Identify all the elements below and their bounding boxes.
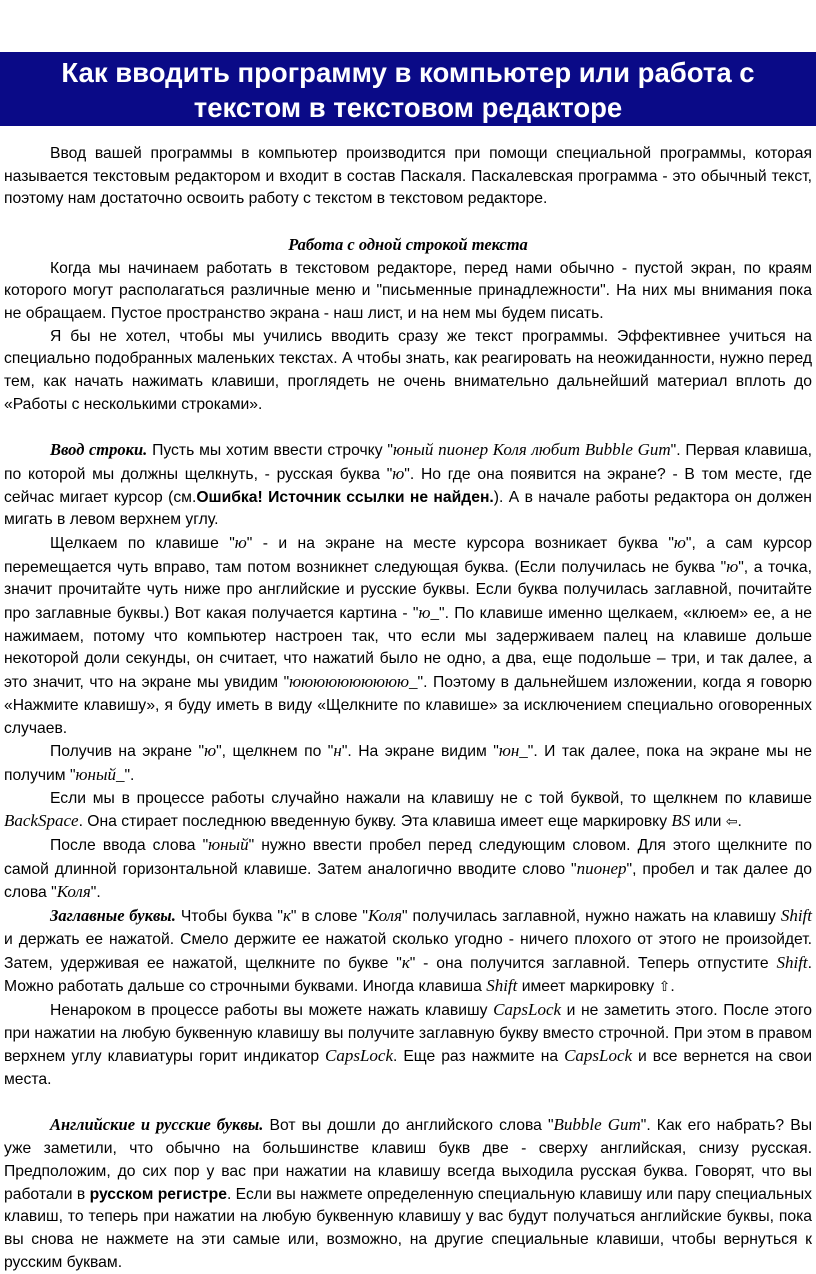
left-arrow-icon: ⇦ — [725, 814, 738, 831]
paragraph-empty-screen: Когда мы начинаем работать в текстовом редакторе, перед нами обычно - пустой экран, по краям которого могут располагаться различные меню и "письменные принадлежности". На них мы внимания пока не обращаем. Пустое пространство экрана - наш лист, и на нем мы будем писать. — [4, 259, 812, 322]
paragraph-next-letter: Получив на экране "ю", щелкнем по "н". На экране видим "юн_". И так далее, пока на экране мы не получим "юный_". — [4, 741, 812, 784]
paragraph-english-russian: Английские и русские буквы. Вот вы дошли до английского слова "Bubble Gum". Как его набрать? Вы уже заметили, что обычно на большинстве клавиш букв две - сверху английская, снизу русская. Предположим, до сих пор у вас при нажатии на клавишу всегда выходила русская буква. Говорят, что вы работали в русском регистре. Если вы нажмете определенную специальную клавишу или пару специальных клавиш, то теперь при нажатии на любую буквенную клавишу у вас будут получаться английские буквы, пока вы снова не нажмете на эти самые или, возможно, на другие специальные клавиши, чтобы вернуться к русским буквам. — [4, 1115, 813, 1271]
paragraph-capitals: Заглавные буквы. Чтобы буква "к" в слове "Коля" получилась заглавной, нужно нажать на клавишу Shift и держать ее нажатой. Смело держите ее нажатой сколько угодно - ничего плохого от этого не произойдет. Затем, удерживая ее нажатой, щелкните по букве "к" - она получится заглавной. Теперь отпустите Shift. Можно работать дальше со строчными буквами. Иногда клавиша Shift имеет маркировку ⇧. — [4, 906, 812, 996]
up-arrow-icon: ⇧ — [658, 979, 671, 996]
paragraph-click-key: Щелкаем по клавише "ю" - и на экране на месте курсора возникает буква "ю", а сам курсор перемещается чуть вправо, там потом возникнет следующая буква. (Если получилась не буква "ю", а точка, значит прочитайте чуть ниже про английские и русские буквы. Если буква получилась заглавной, почитайте про заглавные буквы.) Вот какая получается картина - "ю_". По клавише именно щелкаем, «клюем» ее, а не нажимаем, потому что компьютер настроен так, что если мы задерживаем палец на клавише дольше некоторой доли секунды, он считает, что нажатий было не одно, а два, еще подольше – три, и так далее, а это значит, что на экране мы увидим "юююююююююю_". Поэтому в дальнейшем изложении, когда я говорю «Нажмите клавишу», я буду иметь в виду «Щелкните по клавише» за исключением специально оговоренных случаев. — [4, 532, 813, 737]
paragraph-string-input: Ввод строки. Пусть мы хотим ввести строчку "юный пионер Коля любит Bubble Gum". Первая клавиша, по которой мы должны щелкнуть, - русская буква "ю". Но где она появится на экране? - В том месте, где сейчас мигает курсор (см.Ошибка! Источник ссылки не найден.). А в начале работы редактора он должен мигать в левом верхнем углу. — [4, 440, 813, 529]
page-title — [0, 52, 816, 126]
title-line-1: Как вводить программу в компьютер или работа с — [61, 57, 755, 88]
body-text — [4, 143, 812, 1274]
reference-error: Ошибка! Источник ссылки не найден. — [196, 488, 494, 506]
paragraph-backspace: Если мы в процессе работы случайно нажали на клавишу не с той буквой, то щелкнем по клавише BackSpace. Она стирает последнюю введенную букву. Эта клавиша имеет еще маркировку BS или ⇦. — [4, 789, 812, 831]
title-line-2: текстом в текстовом редакторе — [193, 92, 623, 123]
paragraph-space: После ввода слова "юный" нужно ввести пробел перед следующим словом. Для этого щелкните по самой длинной горизонтальной клавише. Затем аналогично вводите слово "пионер", пробел и так далее до слова "Коля". — [4, 835, 812, 902]
paragraph-intro: Ввод вашей программы в компьютер производится при помощи специальной программы, которая называется текстовым редактором и входит в состав Паскаля. Паскалевская программа - это обычный текст, поэтому нам достаточно освоить работу с текстом в текстовом редакторе. — [4, 145, 812, 208]
section-heading: Работа с одной строкой текста — [288, 234, 528, 254]
paragraph-practice: Я бы не хотел, чтобы мы учились вводить сразу же текст программы. Эффективнее учиться на специально подобранных маленьких текстах. А чтобы знать, как реагировать на неожиданности, нужно перед тем, как начать нажимать клавиши, проглядеть не очень внимательно дальнейший материал вплоть до «Работы с несколькими строками». — [4, 327, 812, 413]
paragraph-capslock: Ненароком в процессе работы вы можете нажать клавишу CapsLock и не заметить этого. После этого при нажатии на любую буквенную клавишу вы получите заглавную букву вместо строчной. При этом в правом верхнем углу клавиатуры горит индикатор CapsLock. Еще раз нажмите на CapsLock и все вернется на свои места. — [4, 999, 813, 1089]
